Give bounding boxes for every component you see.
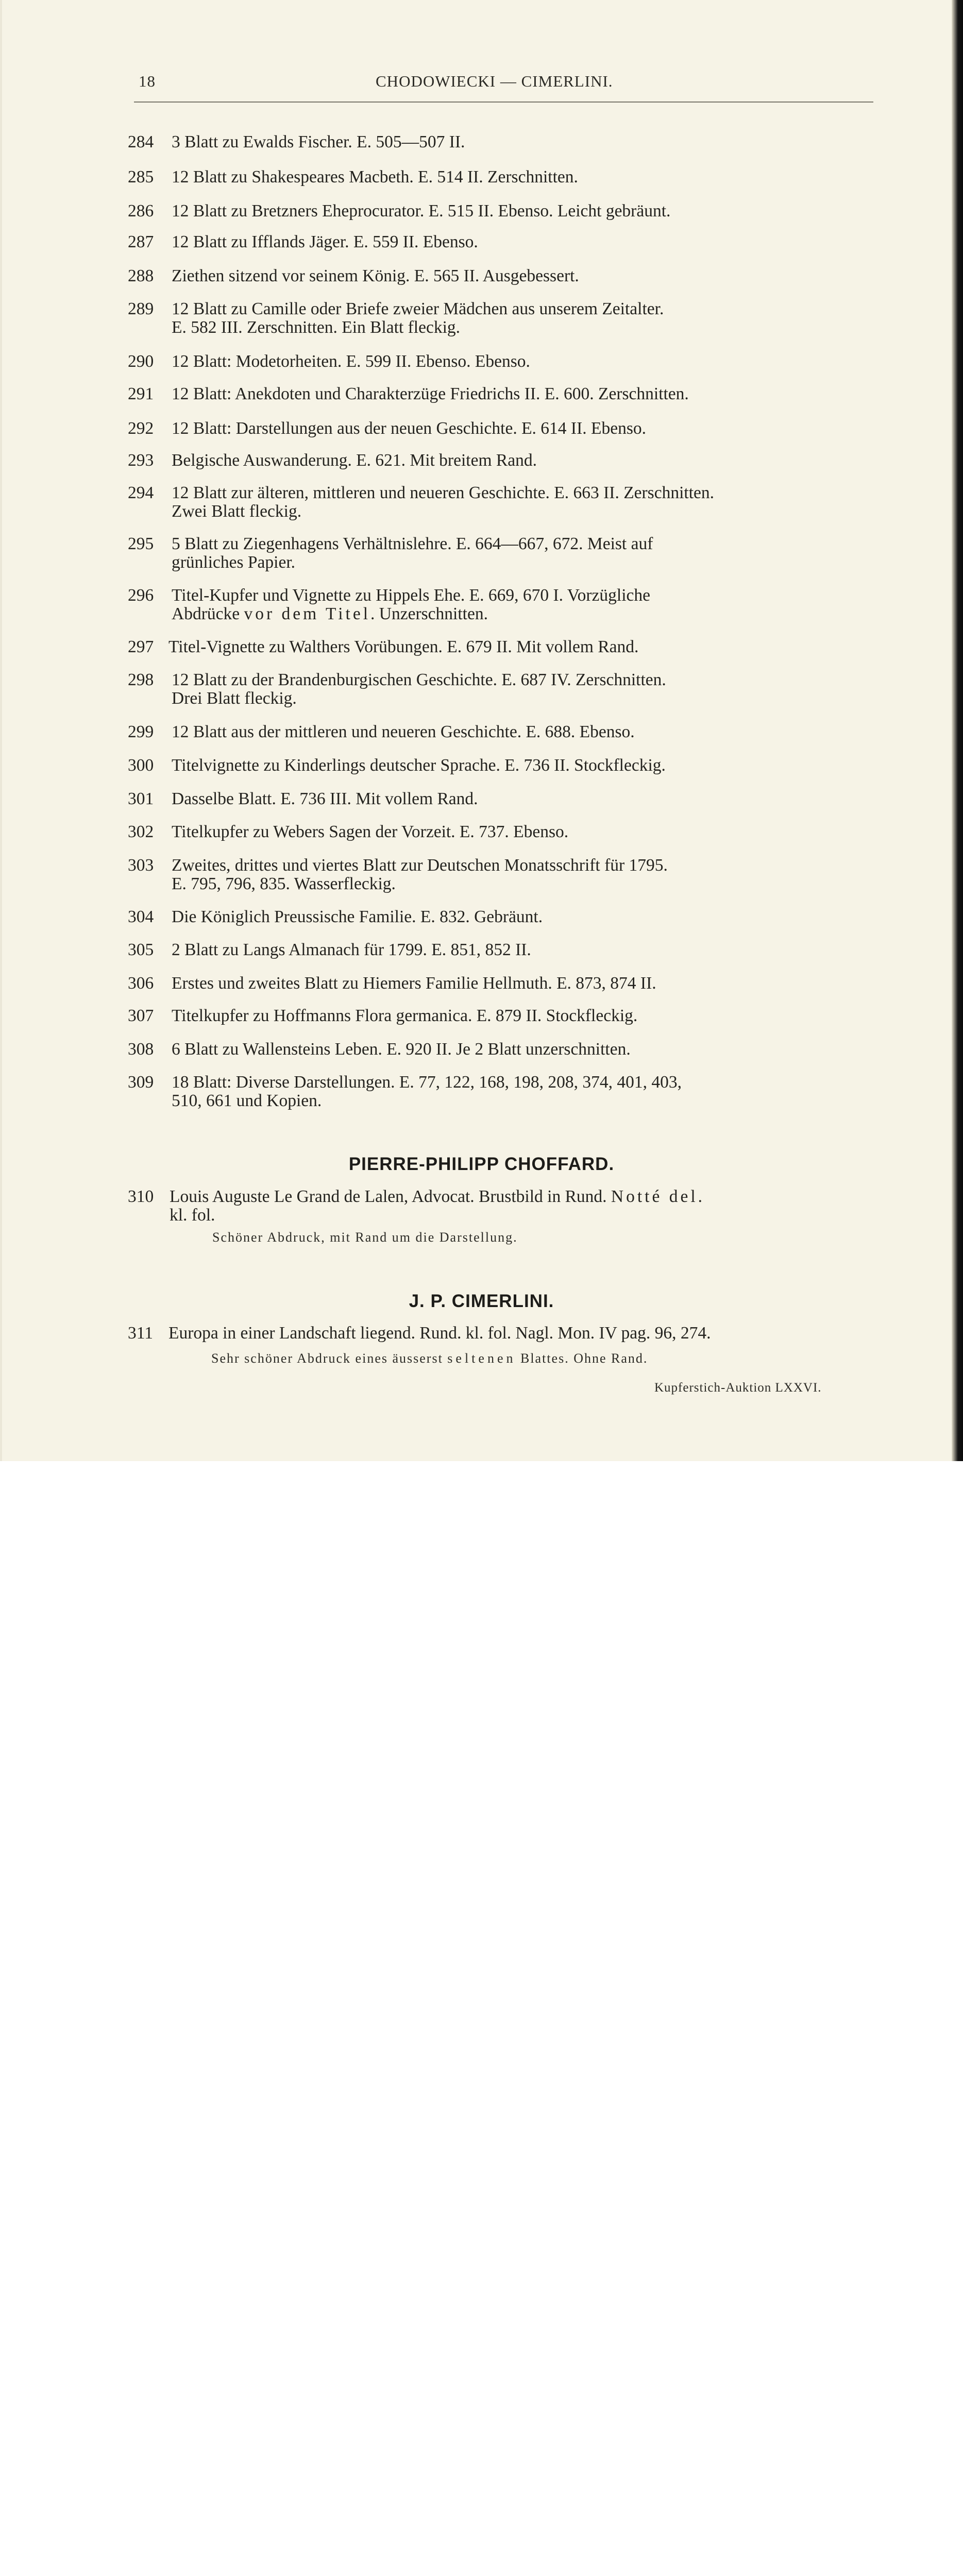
section-title-cimerlini: J. P. CIMERLINI. [409, 1291, 554, 1311]
note-part: Sehr schöner Abdruck eines äusserst [211, 1351, 448, 1366]
entry-text: Dasselbe Blatt. E. 736 III. Mit vollem Rand. [172, 789, 478, 808]
entry-text-line2: Zwei Blatt fleckig. [172, 502, 302, 521]
entry-text-line1: 12 Blatt zur älteren, mittleren und neueren Geschichte. E. 663 II. Zerschnitten. [172, 483, 715, 502]
entry-text: 12 Blatt zu Bretzners Eheprocurator. E. 515 II. Ebenso. Leicht gebräunt. [172, 201, 671, 221]
running-title: CHODOWIECKI — CIMERLINI. [376, 72, 613, 90]
entry-number: 303 [128, 856, 154, 875]
entry-text: 12 Blatt zu Ifflands Jäger. E. 559 II. Ebenso. [172, 232, 478, 251]
entry-text-line2: E. 795, 796, 835. Wasserfleckig. [172, 874, 396, 893]
entry-number: 307 [128, 1006, 154, 1025]
entry-number: 295 [128, 534, 154, 553]
entry-text: Titelvignette zu Kinderlings deutscher Sprache. E. 736 II. Stockfleckig. [172, 756, 666, 775]
entry-number: 288 [128, 266, 154, 285]
entry-text [172, 586, 871, 623]
entry-number: 287 [128, 232, 154, 251]
entry-note [211, 1351, 648, 1366]
entry-number: 298 [128, 670, 154, 689]
entry-number: 285 [128, 167, 154, 187]
entry-text: 2 Blatt zu Langs Almanach für 1799. E. 851, 852 II. [172, 940, 531, 959]
entry-number: 291 [128, 384, 154, 403]
entry-text-line2: 510, 661 und Kopien. [172, 1091, 322, 1110]
entry-text-line2 [172, 605, 871, 623]
entry-text: Die Königlich Preussische Familie. E. 832. Gebräunt. [172, 907, 543, 926]
entry-number: 302 [128, 822, 154, 841]
entry-text: Ziethen sitzend vor seinem König. E. 565 II. Ausgebessert. [172, 266, 579, 285]
entry-number: 301 [128, 789, 154, 808]
entry-number: 306 [128, 974, 154, 993]
entry-text [172, 856, 871, 893]
entry-number: 300 [128, 756, 154, 775]
entry-note: Schöner Abdruck, mit Rand um die Darstellung. [212, 1230, 518, 1245]
entry-text: 6 Blatt zu Wallensteins Leben. E. 920 II. Je 2 Blatt unzerschnitten. [172, 1040, 631, 1059]
entry-text-line1: 12 Blatt zu der Brandenburgischen Geschichte. E. 687 IV. Zerschnitten. [172, 670, 666, 689]
entry-text-part: Abdrücke [172, 604, 244, 623]
entry-number: 294 [128, 483, 154, 502]
entry-text: 12 Blatt: Darstellungen aus der neuen Geschichte. E. 614 II. Ebenso. [172, 419, 646, 438]
entry-text [172, 300, 871, 337]
entry-number: 289 [128, 299, 154, 318]
entry-text [172, 535, 871, 572]
entry-text: Europa in einer Landschaft liegend. Rund. kl. fol. Nagl. Mon. IV pag. 96, 274. [168, 1324, 711, 1343]
entry-text [170, 1188, 869, 1225]
entry-text [172, 671, 871, 708]
entry-number: 309 [128, 1073, 154, 1092]
entry-text: Belgische Auswanderung. E. 621. Mit breitem Rand. [172, 451, 537, 470]
entry-text-line2: E. 582 III. Zerschnitten. Ein Blatt fleckig. [172, 318, 461, 337]
entry-number: 297 [128, 637, 154, 656]
entry-text: 12 Blatt zu Shakespeares Macbeth. E. 514 II. Zerschnitten. [172, 167, 578, 187]
viewer-footer [0, 1461, 963, 1539]
entry-number: 304 [128, 907, 154, 926]
entry-text-spaced: Notté del. [611, 1187, 705, 1206]
entry-text: 12 Blatt: Modetorheiten. E. 599 II. Ebenso. Ebenso. [172, 352, 530, 371]
entry-number: 296 [128, 586, 154, 605]
entry-text: 12 Blatt: Anekdoten und Charakterzüge Friedrichs II. E. 600. Zerschnitten. [172, 384, 689, 403]
entry-number: 305 [128, 940, 154, 959]
entry-number: 308 [128, 1040, 154, 1059]
entry-text: Titelkupfer zu Hoffmanns Flora germanica. E. 879 II. Stockfleckig. [172, 1006, 638, 1025]
entry-number: 290 [128, 352, 154, 371]
entry-text-line1 [170, 1187, 705, 1206]
entry-text: Titelkupfer zu Webers Sagen der Vorzeit. E. 737. Ebenso. [172, 822, 569, 841]
entry-number: 286 [128, 201, 154, 221]
section-title-choffard: PIERRE-PHILIPP CHOFFARD. [348, 1154, 615, 1174]
entry-text-line1: 18 Blatt: Diverse Darstellungen. E. 77, 122, 168, 198, 208, 374, 401, 403, [172, 1073, 682, 1092]
entry-text-line2: kl. fol. [170, 1206, 215, 1225]
entry-text: 12 Blatt aus der mittleren und neueren Geschichte. E. 688. Ebenso. [172, 722, 635, 741]
entry-number: 292 [128, 419, 154, 438]
note-spaced: seltenen [447, 1351, 516, 1366]
entry-number: 293 [128, 451, 154, 470]
entry-number: 299 [128, 722, 154, 741]
entry-text: Titel-Vignette zu Walthers Vorübungen. E. 679 II. Mit vollem Rand. [168, 637, 639, 656]
entry-text-line2: grünliches Papier. [172, 553, 296, 572]
entry-text: 3 Blatt zu Ewalds Fischer. E. 505—507 II. [172, 132, 465, 151]
entry-text: Erstes und zweites Blatt zu Hiemers Familie Hellmuth. E. 873, 874 II. [172, 974, 656, 993]
book-gutter [952, 0, 963, 1461]
entry-text-line1: Titel-Kupfer und Vignette zu Hippels Ehe. E. 669, 670 I. Vorzügliche [172, 586, 651, 605]
entry-text-line1: 12 Blatt zu Camille oder Briefe zweier Mädchen aus unserem Zeitalter. [172, 299, 664, 318]
note-part: Blattes. Ohne Rand. [516, 1351, 648, 1366]
page-number: 18 [139, 72, 156, 90]
entry-text-part: . Unzerschnitten. [370, 604, 488, 623]
entry-text [172, 1073, 871, 1110]
header-rule [134, 101, 873, 103]
entry-text-line1: 5 Blatt zu Ziegenhagens Verhältnislehre. E. 664—667, 672. Meist auf [172, 534, 653, 553]
entry-text-line1: Zweites, drittes und viertes Blatt zur Deutschen Monatsschrift für 1795. [172, 856, 668, 875]
entry-text-part: Louis Auguste Le Grand de Lalen, Advocat. Brustbild in Rund. [170, 1187, 611, 1206]
entry-text-spaced: vor dem Titel [244, 604, 371, 623]
entry-number: 284 [128, 132, 154, 151]
catalog-signature: Kupferstich-Auktion LXXVI. [654, 1381, 822, 1395]
entry-text [172, 484, 871, 521]
entry-text-line2: Drei Blatt fleckig. [172, 689, 297, 708]
entry-number: 311 [128, 1324, 154, 1343]
entry-number: 310 [128, 1187, 154, 1206]
